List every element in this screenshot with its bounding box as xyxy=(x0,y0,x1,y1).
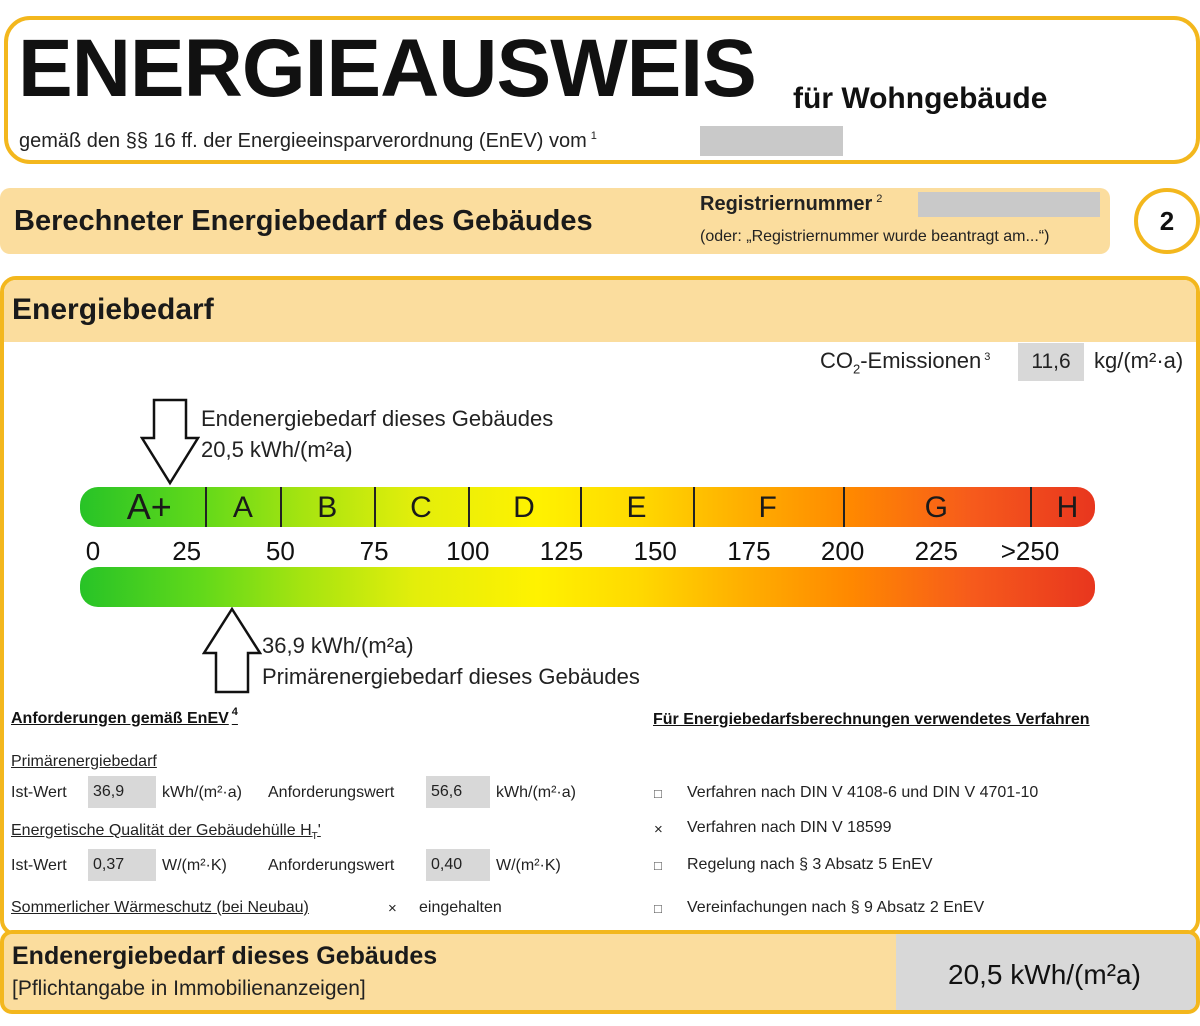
efficiency-class-label: B xyxy=(317,491,338,524)
scale-tick-label: 225 xyxy=(914,536,958,566)
efficiency-class-divider xyxy=(843,487,845,527)
summer-protection-title: Sommerlicher Wärmeschutz (bei Neubau) xyxy=(11,899,309,916)
method-label-vereinfachung: Vereinfachungen nach § 9 Absatz 2 EnEV xyxy=(687,899,985,916)
end-energy-value: 20,5 kWh/(m²a) xyxy=(201,437,353,462)
co2-suffix: -Emissionen xyxy=(860,348,982,373)
co2-prefix: CO xyxy=(820,348,853,373)
requirements-title-text: Anforderungen gemäß EnEV xyxy=(11,710,229,727)
scale-tick-label: 100 xyxy=(446,536,490,566)
registration-note: (oder: „Registriernummer wurde beantragt am...“) xyxy=(700,228,1050,245)
primary-energy-arrow-icon xyxy=(202,607,262,695)
efficiency-class-label: E xyxy=(626,491,647,524)
footnote-1: 1 xyxy=(590,130,597,142)
hull-ist-label: Ist-Wert xyxy=(11,857,67,874)
co2-value: 11,6 xyxy=(1018,343,1084,381)
scale-tick-label: >250 xyxy=(1000,536,1060,566)
registration-label xyxy=(700,193,882,216)
footnote-4: 4 xyxy=(231,706,238,718)
co2-unit: kg/(m²·a) xyxy=(1094,348,1184,373)
efficiency-class-label: C xyxy=(410,491,432,524)
hull-anf-unit: W/(m²·K) xyxy=(496,857,561,874)
hull-anf-label: Anforderungswert xyxy=(268,857,395,874)
primary-energy-value: 36,9 kWh/(m²a) xyxy=(262,633,414,658)
hull-quality-title xyxy=(11,822,321,842)
method-checkbox-regelung[interactable]: □ xyxy=(654,858,662,873)
footer-title: Endenergiebedarf dieses Gebäudes xyxy=(12,942,438,970)
legal-reference-text: gemäß den §§ 16 ff. der Energieeinsparverordnung (EnEV) vom xyxy=(19,130,587,152)
scale-tick-label: 0 xyxy=(85,536,101,566)
scale-tick-label: 150 xyxy=(633,536,677,566)
summer-protection-status: eingehalten xyxy=(419,899,502,916)
energy-scale-bar xyxy=(80,567,1095,607)
hull-ist-value: 0,37 xyxy=(88,849,156,881)
primary-ist-unit: kWh/(m²·a) xyxy=(162,784,242,801)
footer-value: 20,5 kWh/(m²a) xyxy=(948,959,1141,990)
method-checkbox-vereinfachung[interactable]: □ xyxy=(654,901,662,916)
section-title: Berechneter Energiebedarf des Gebäudes xyxy=(14,205,593,237)
registration-label-text: Registriernummer xyxy=(700,193,873,215)
primary-demand-title: Primärenergiebedarf xyxy=(11,753,157,770)
efficiency-class-label: F xyxy=(758,491,777,524)
enev-date-field[interactable] xyxy=(700,126,843,156)
scale-tick-label: 50 xyxy=(265,536,295,566)
summer-protection-checkbox[interactable]: × xyxy=(388,900,397,917)
efficiency-class-label: A xyxy=(232,491,253,524)
document-subtitle: für Wohngebäude xyxy=(793,82,1048,115)
footer-subtitle: [Pflichtangabe in Immobilienanzeigen] xyxy=(12,977,366,1000)
primary-ist-value: 36,9 xyxy=(88,776,156,808)
primary-anf-label: Anforderungswert xyxy=(268,784,395,801)
scale-tick-label: 75 xyxy=(359,536,389,566)
method-checkbox-din18599[interactable]: × xyxy=(654,821,663,838)
method-checkbox-din4108[interactable]: □ xyxy=(654,786,662,801)
primary-energy-label: Primärenergiebedarf dieses Gebäudes xyxy=(262,664,640,689)
requirements-title xyxy=(11,706,238,728)
hull-ist-unit: W/(m²·K) xyxy=(162,857,227,874)
hull-quality-title-text: Energetische Qualität der Gebäudehülle H xyxy=(11,822,312,839)
co2-label xyxy=(820,348,990,376)
legal-reference xyxy=(19,130,597,153)
primary-anf-unit: kWh/(m²·a) xyxy=(496,784,576,801)
method-label-regelung: Regelung nach § 3 Absatz 5 EnEV xyxy=(687,856,933,873)
efficiency-class-divider xyxy=(280,487,282,527)
efficiency-class-label: A+ xyxy=(126,486,172,527)
method-label-din18599: Verfahren nach DIN V 18599 xyxy=(687,819,892,836)
primary-ist-label: Ist-Wert xyxy=(11,784,67,801)
method-title: Für Energiebedarfsberechnungen verwendetes Verfahren xyxy=(653,711,1090,728)
energy-demand-heading: Energiebedarf xyxy=(12,293,214,326)
registration-number-field[interactable] xyxy=(918,192,1100,217)
scale-tick-label: 125 xyxy=(539,536,584,566)
efficiency-class-divider xyxy=(374,487,376,527)
efficiency-class-label: H xyxy=(1056,491,1079,524)
hull-anf-value: 0,40 xyxy=(426,849,490,881)
document-title: ENERGIEAUSWEIS xyxy=(18,23,756,114)
efficiency-class-divider xyxy=(205,487,207,527)
efficiency-class-divider xyxy=(1030,487,1032,527)
footnote-2: 2 xyxy=(876,193,883,205)
hull-quality-subscript: T xyxy=(311,831,318,843)
page-number-badge: 2 xyxy=(1134,188,1200,254)
efficiency-class-divider xyxy=(580,487,582,527)
primary-anf-value: 56,6 xyxy=(426,776,490,808)
scale-tick-label: 175 xyxy=(727,536,771,566)
end-energy-arrow-icon xyxy=(140,398,200,486)
efficiency-class-label: G xyxy=(924,491,948,524)
end-energy-label: Endenergiebedarf dieses Gebäudes xyxy=(201,406,554,431)
efficiency-class-label: D xyxy=(513,491,535,524)
efficiency-class-divider xyxy=(468,487,470,527)
co2-subscript: 2 xyxy=(853,361,861,377)
scale-tick-label: 200 xyxy=(820,536,865,566)
hull-quality-prime: ' xyxy=(317,822,321,839)
scale-tick-label: 25 xyxy=(172,536,202,566)
footnote-3: 3 xyxy=(984,351,991,363)
efficiency-class-divider xyxy=(693,487,695,527)
method-label-din4108: Verfahren nach DIN V 4108-6 und DIN V 4701-10 xyxy=(687,784,1039,801)
